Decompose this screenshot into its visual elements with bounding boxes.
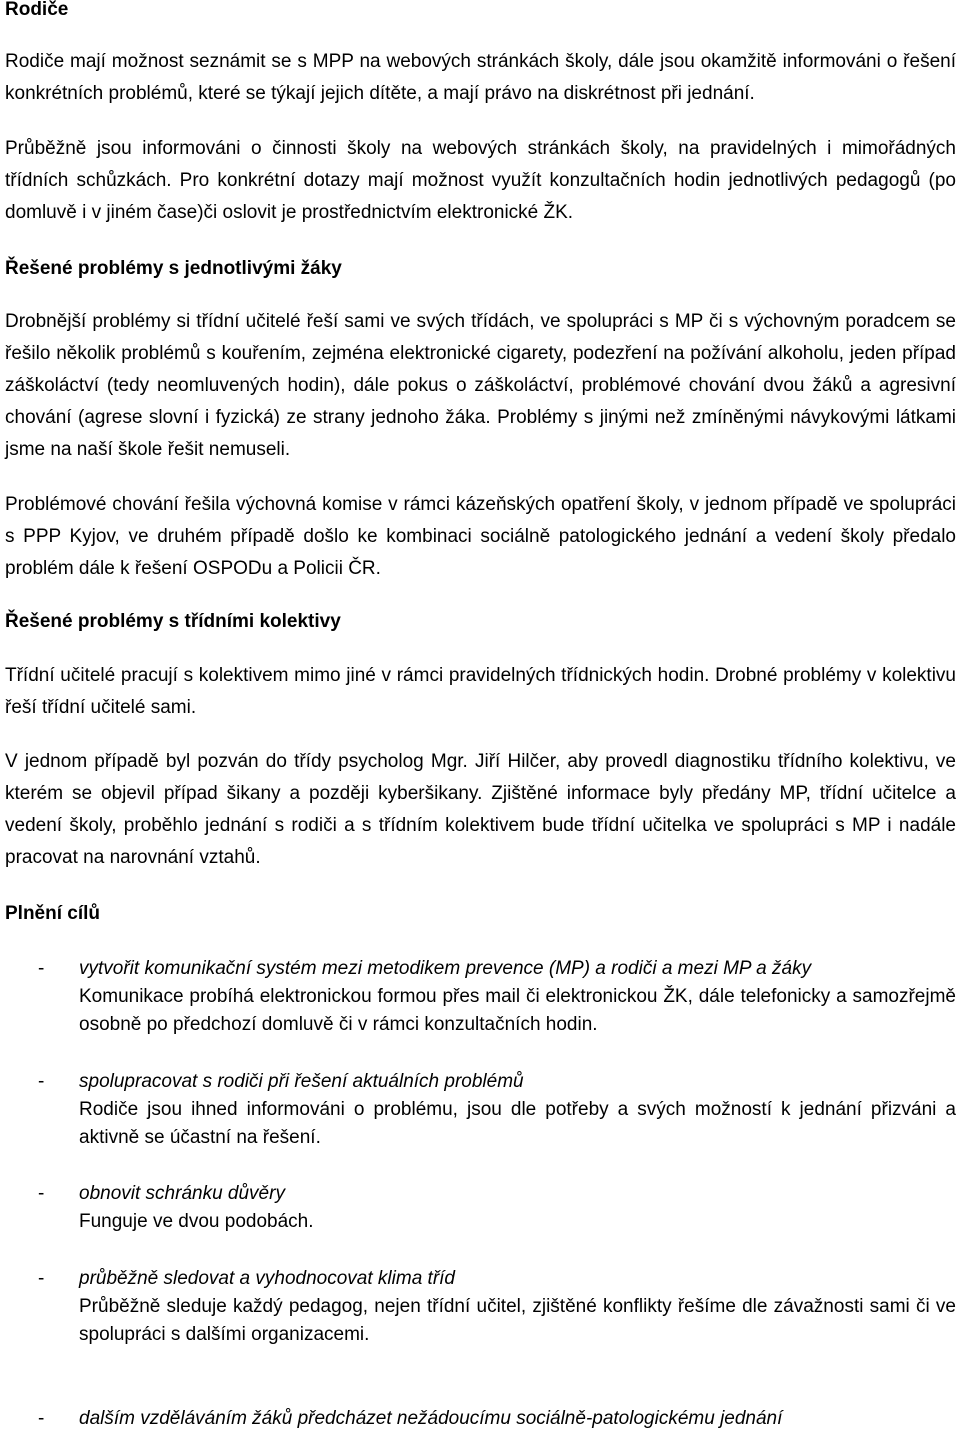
list-item xyxy=(79,955,956,1039)
list-item-body: Rodiče jsou ihned informováni o problému, jsou dle potřeby a svých možností k jednání přizváni a aktivně se účastní na řešení. xyxy=(79,1099,956,1148)
list-item-title: vytvořit komunikační systém mezi metodikem prevence (MP) a rodiči a mezi MP a žáky xyxy=(79,958,812,979)
list-item-body: Funguje ve dvou podobách. xyxy=(79,1211,314,1232)
list-bullet: - xyxy=(38,1183,45,1204)
paragraph-rodice-1: Rodiče mají možnost seznámit se s MPP na webových stránkách školy, dále jsou okamžitě informováni o řešení konkrétních problémů, které se týkají jejich dítěte, a mají právo na diskrétnost při jednání. xyxy=(5,51,956,104)
list-item-title: průběžně sledovat a vyhodnocovat klima tříd xyxy=(79,1268,455,1289)
list-item-title: spolupracovat s rodiči při řešení aktuálních problémů xyxy=(79,1071,524,1092)
list-item-body: Komunikace probíhá elektronickou formou přes mail či elektronickou ŽK, dále telefonicky a samozřejmě osobně po předchozí domluvě či v rámci konzultačních hodin. xyxy=(79,986,956,1035)
list-bullet: - xyxy=(38,1408,45,1429)
heading-reseni-zaci: Řešené problémy s jednotlivými žáky xyxy=(5,258,342,279)
list-item xyxy=(79,1265,956,1349)
list-bullet: - xyxy=(38,1071,45,1092)
heading-rodice: Rodiče xyxy=(5,0,69,20)
list-item xyxy=(79,1180,956,1236)
list-item-body: Průběžně sleduje každý pedagog, nejen třídní učitel, zjištěné konflikty řešíme dle závažnosti sami či ve spolupráci s dalšími organizacemi. xyxy=(79,1296,956,1345)
heading-reseni-kolektivy: Řešené problémy s třídními kolektivy xyxy=(5,611,341,632)
paragraph-zaci-2: Problémové chování řešila výchovná komise v rámci kázeňských opatření školy, v jednom případě ve spolupráci s PPP Kyjov, ve druhém případě došlo ke kombinaci sociálně patologického jednání a vedení školy předalo problém dále k řešení OSPODu a Policii ČR. xyxy=(5,494,956,579)
list-item-title: obnovit schránku důvěry xyxy=(79,1183,285,1204)
heading-plneni-cilu: Plnění cílů xyxy=(5,903,101,924)
paragraph-kolektivy-2: V jednom případě byl pozván do třídy psycholog Mgr. Jiří Hilčer, aby provedl diagnostiku třídního kolektivu, ve kterém se objevil případ šikany a později kyberšikany. Zjištěné informace byly předány MP, třídní učitelce a vedení školy, proběhlo jednání s rodiči a s třídním kolektivem bude třídní učitelka ve spolupráci s MP i nadále pracovat na narovnání vztahů. xyxy=(5,751,956,868)
list-item-title: dalším vzděláváním žáků předcházet nežádoucímu sociálně-patologickému jednání xyxy=(79,1408,783,1429)
list-bullet: - xyxy=(38,958,45,979)
list-item xyxy=(79,1405,956,1433)
paragraph-zaci-1: Drobnější problémy si třídní učitelé řeší sami ve svých třídách, ve spolupráci s MP či s výchovným poradcem se řešilo několik problémů s kouřením, zejména elektronické cigarety, podezření na požívání alkoholu, jeden případ záškoláctví (tedy neomluvených hodin), dále pokus o záškoláctví, problémové chování dvou žáků a agresivní chování (agrese slovní i fyzická) ze strany jednoho žáka. Problémy s jinými než zmíněnými návykovými látkami jsme na naší škole řešit nemuseli. xyxy=(5,311,956,460)
list-item xyxy=(79,1068,956,1152)
paragraph-rodice-2: Průběžně jsou informováni o činnosti školy na webových stránkách školy, na pravidelných i mimořádných třídních schůzkách. Pro konkrétní dotazy mají možnost využít konzultačních hodin jednotlivých pedagogů (po domluvě i v jiném čase)či oslovit je prostřednictvím elektronické ŽK. xyxy=(5,138,956,223)
paragraph-kolektivy-1: Třídní učitelé pracují s kolektivem mimo jiné v rámci pravidelných třídnických hodin. Drobné problémy v kolektivu řeší třídní učitelé sami. xyxy=(5,665,956,718)
list-bullet: - xyxy=(38,1268,45,1289)
